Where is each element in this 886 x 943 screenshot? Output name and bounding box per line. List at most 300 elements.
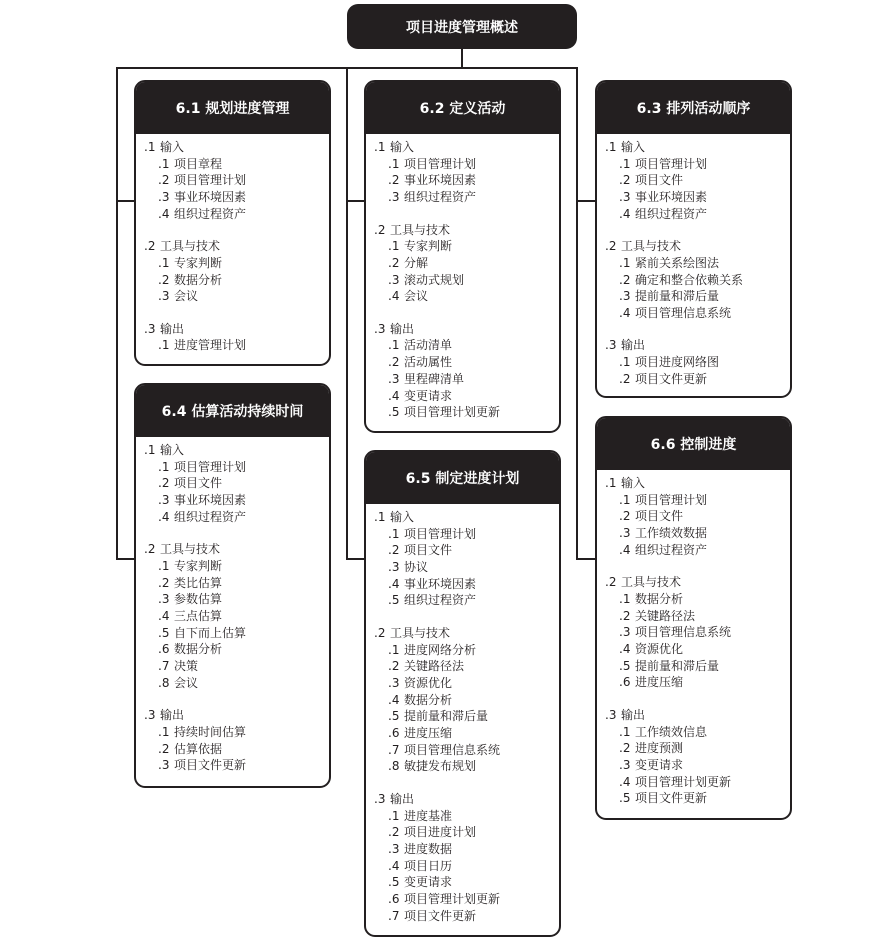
- list-item: [144, 591, 329, 608]
- section-heading: [144, 321, 329, 338]
- item-number: .1: [388, 642, 400, 657]
- item-label: 工作绩效数据: [635, 526, 708, 541]
- section-number: .1: [605, 140, 617, 154]
- connector-tick-6-2: [346, 200, 366, 202]
- item-number: .1: [388, 526, 400, 541]
- list-item: [144, 492, 329, 509]
- section-group: [144, 442, 329, 525]
- section-label: 输入: [390, 140, 415, 154]
- item-label: 项目管理计划: [404, 526, 477, 541]
- item-number: .2: [388, 659, 400, 674]
- item-number: .2: [619, 371, 631, 386]
- item-number: .3: [158, 289, 170, 304]
- list-item: [605, 591, 790, 608]
- list-item: [374, 725, 559, 742]
- item-label: 进度压缩: [635, 675, 684, 690]
- section-number: .2: [144, 239, 156, 254]
- list-item: [605, 172, 790, 189]
- section-group: [374, 139, 559, 206]
- item-label: 组织过程资产: [174, 509, 247, 524]
- item-number: .2: [158, 575, 170, 590]
- item-label: 关键路径法: [404, 659, 465, 674]
- list-item: [144, 255, 329, 272]
- list-item: [144, 608, 329, 625]
- item-label: 项目文件更新: [635, 371, 708, 386]
- connector-tick-6-1: [116, 200, 136, 202]
- box-body: [136, 437, 329, 774]
- item-label: 项目文件: [174, 476, 223, 491]
- item-number: .2: [619, 741, 631, 756]
- section-group: [605, 707, 790, 807]
- item-number: .1: [619, 355, 631, 370]
- box-title: 6.3 排列活动顺序: [597, 82, 790, 134]
- item-number: .4: [619, 542, 631, 557]
- item-number: .7: [388, 742, 400, 757]
- connector-root-stem: [461, 49, 463, 69]
- connector-right-column: [576, 67, 578, 560]
- item-label: 提前量和滞后量: [404, 709, 489, 724]
- item-number: .3: [619, 625, 631, 640]
- item-label: 会议: [174, 289, 199, 304]
- item-label: 项目文件: [404, 543, 453, 558]
- list-item: [374, 272, 559, 289]
- item-label: 变更请求: [404, 875, 453, 890]
- section-number: .1: [374, 140, 386, 154]
- item-number: .3: [158, 493, 170, 508]
- section-group: [605, 238, 790, 321]
- item-label: 类比估算: [174, 575, 223, 590]
- connector-tick-6-6: [576, 558, 596, 560]
- item-label: 项目管理信息系统: [635, 625, 732, 640]
- item-number: .3: [388, 272, 400, 287]
- item-number: .2: [619, 272, 631, 287]
- list-item: [144, 575, 329, 592]
- section-group: [374, 791, 559, 925]
- box-title: 6.5 制定进度计划: [366, 452, 559, 504]
- list-item: [605, 757, 790, 774]
- item-label: 项目管理计划: [174, 173, 247, 188]
- item-label: 敏捷发布规划: [404, 759, 477, 774]
- list-item: [605, 255, 790, 272]
- list-item: [144, 206, 329, 223]
- item-label: 专家判断: [174, 558, 223, 573]
- item-label: 组织过程资产: [635, 206, 708, 221]
- item-number: .1: [158, 459, 170, 474]
- section-number: .2: [374, 222, 386, 237]
- section-heading: [144, 139, 329, 156]
- item-label: 项目管理计划更新: [404, 892, 501, 907]
- box-body: [136, 134, 329, 354]
- list-item: [605, 508, 790, 525]
- item-label: 事业环境因素: [174, 190, 247, 205]
- item-number: .3: [619, 289, 631, 304]
- item-label: 确定和整合依赖关系: [635, 272, 744, 287]
- box-body: [366, 134, 559, 421]
- list-item: [144, 741, 329, 758]
- item-number: .4: [388, 576, 400, 591]
- section-group: [605, 475, 790, 558]
- list-item: [605, 774, 790, 791]
- item-label: 项目管理计划: [635, 492, 708, 507]
- section-label: 输出: [621, 707, 646, 722]
- item-label: 参数估算: [174, 592, 223, 607]
- item-number: .6: [388, 892, 400, 907]
- item-number: .2: [388, 543, 400, 558]
- item-label: 变更请求: [404, 388, 453, 403]
- item-label: 分解: [404, 255, 429, 270]
- item-number: .2: [158, 741, 170, 756]
- item-label: 组织过程资产: [404, 593, 477, 608]
- item-number: .4: [388, 289, 400, 304]
- section-group: [144, 321, 329, 354]
- item-label: 估算依据: [174, 741, 223, 756]
- section-heading: [144, 238, 329, 255]
- item-number: .7: [388, 908, 400, 923]
- item-number: .1: [619, 255, 631, 270]
- section-label: 输出: [160, 321, 185, 336]
- item-number: .4: [158, 608, 170, 623]
- box-title: 6.2 定义活动: [366, 82, 559, 134]
- section-heading: [374, 139, 559, 156]
- item-number: .6: [619, 675, 631, 690]
- list-item: [374, 189, 559, 206]
- item-label: 资源优化: [635, 641, 684, 656]
- item-label: 事业环境因素: [404, 576, 477, 591]
- section-heading: [605, 238, 790, 255]
- item-number: .2: [388, 355, 400, 370]
- list-item: [605, 608, 790, 625]
- item-number: .6: [158, 642, 170, 657]
- item-number: .4: [388, 388, 400, 403]
- section-label: 输出: [390, 321, 415, 336]
- list-item: [605, 206, 790, 223]
- list-item: [605, 189, 790, 206]
- section-number: .3: [144, 321, 156, 336]
- section-number: .2: [605, 239, 617, 254]
- item-number: .1: [619, 156, 631, 171]
- list-item: [374, 592, 559, 609]
- item-label: 进度网络分析: [404, 642, 477, 657]
- item-number: .5: [158, 625, 170, 640]
- section-heading: [374, 625, 559, 642]
- list-item: [374, 255, 559, 272]
- item-label: 项目管理计划: [404, 156, 477, 171]
- item-label: 事业环境因素: [174, 493, 247, 508]
- list-item: [374, 156, 559, 173]
- section-group: [144, 707, 329, 774]
- section-number: .2: [605, 575, 617, 590]
- item-number: .8: [158, 675, 170, 690]
- section-group: [374, 625, 559, 775]
- section-label: 工具与技术: [160, 239, 221, 254]
- section-group: [374, 321, 559, 421]
- item-number: .3: [388, 675, 400, 690]
- item-label: 项目进度计划: [404, 825, 477, 840]
- item-label: 里程碑清单: [404, 371, 465, 386]
- section-number: .3: [374, 321, 386, 336]
- list-item: [374, 742, 559, 759]
- section-label: 输出: [160, 708, 185, 723]
- item-number: .2: [388, 173, 400, 188]
- item-number: .3: [619, 190, 631, 205]
- section-heading: [144, 442, 329, 459]
- connector-left-column: [116, 67, 118, 560]
- item-label: 活动属性: [404, 355, 453, 370]
- item-label: 事业环境因素: [635, 190, 708, 205]
- section-number: .3: [605, 707, 617, 722]
- item-number: .3: [158, 190, 170, 205]
- list-item: [144, 724, 329, 741]
- item-number: .1: [619, 591, 631, 606]
- list-item: [374, 858, 559, 875]
- item-label: 组织过程资产: [635, 542, 708, 557]
- item-number: .4: [619, 305, 631, 320]
- item-number: .3: [619, 757, 631, 772]
- section-label: 工具与技术: [621, 575, 682, 590]
- item-label: 项目日历: [404, 858, 453, 873]
- item-label: 专家判断: [404, 239, 453, 254]
- section-heading: [605, 707, 790, 724]
- section-group: [144, 541, 329, 691]
- item-label: 自下而上估算: [174, 625, 247, 640]
- item-label: 项目管理信息系统: [635, 305, 732, 320]
- section-heading: [605, 475, 790, 492]
- list-item: [605, 525, 790, 542]
- section-group: [605, 337, 790, 387]
- item-label: 进度基准: [404, 808, 453, 823]
- list-item: [605, 790, 790, 807]
- item-label: 协议: [404, 560, 429, 575]
- section-label: 工具与技术: [390, 625, 451, 640]
- connector-center-column: [346, 67, 348, 560]
- list-item: [144, 658, 329, 675]
- item-label: 组织过程资产: [174, 206, 247, 221]
- item-label: 项目管理信息系统: [404, 742, 501, 757]
- item-number: .1: [388, 156, 400, 171]
- item-label: 项目章程: [174, 156, 223, 171]
- item-number: .5: [388, 709, 400, 724]
- list-item: [374, 542, 559, 559]
- item-number: .7: [158, 659, 170, 674]
- list-item: [374, 708, 559, 725]
- list-item: [605, 371, 790, 388]
- item-label: 持续时间估算: [174, 724, 247, 739]
- list-item: [144, 337, 329, 354]
- item-number: .2: [158, 272, 170, 287]
- section-group: [374, 509, 559, 609]
- list-item: [605, 492, 790, 509]
- section-heading: [144, 707, 329, 724]
- section-number: .1: [605, 476, 617, 490]
- item-label: 事业环境因素: [404, 173, 477, 188]
- item-number: .4: [619, 774, 631, 789]
- box-body: [366, 504, 559, 924]
- item-number: .4: [619, 641, 631, 656]
- item-label: 项目管理计划更新: [404, 405, 501, 420]
- list-item: [605, 542, 790, 559]
- section-group: [605, 574, 790, 691]
- list-item: [605, 354, 790, 371]
- process-box-6-4: [134, 383, 331, 788]
- item-number: .1: [158, 724, 170, 739]
- item-number: .4: [158, 206, 170, 221]
- list-item: [374, 841, 559, 858]
- item-label: 项目文件更新: [174, 758, 247, 773]
- section-label: 输入: [160, 140, 185, 154]
- list-item: [374, 874, 559, 891]
- item-label: 进度预测: [635, 741, 684, 756]
- connector-tick-6-3: [576, 200, 596, 202]
- item-label: 进度压缩: [404, 726, 453, 741]
- item-number: .5: [388, 593, 400, 608]
- section-heading: [374, 509, 559, 526]
- list-item: [374, 908, 559, 925]
- section-label: 工具与技术: [390, 222, 451, 237]
- list-item: [144, 641, 329, 658]
- list-item: [605, 624, 790, 641]
- list-item: [605, 156, 790, 173]
- list-item: [605, 288, 790, 305]
- section-heading: [374, 791, 559, 808]
- item-label: 会议: [404, 289, 429, 304]
- list-item: [144, 509, 329, 526]
- box-title: 6.6 控制进度: [597, 418, 790, 470]
- list-item: [144, 757, 329, 774]
- item-number: .1: [388, 338, 400, 353]
- section-number: .3: [144, 708, 156, 723]
- item-number: .2: [619, 608, 631, 623]
- item-label: 数据分析: [174, 642, 223, 657]
- list-item: [374, 692, 559, 709]
- item-number: .1: [619, 724, 631, 739]
- item-number: .2: [158, 476, 170, 491]
- item-label: 进度管理计划: [174, 338, 247, 353]
- item-number: .2: [619, 173, 631, 188]
- item-label: 三点估算: [174, 608, 223, 623]
- section-number: .2: [144, 542, 156, 557]
- section-group: [605, 139, 790, 222]
- item-number: .1: [158, 255, 170, 270]
- section-group: [144, 139, 329, 222]
- item-label: 决策: [174, 659, 199, 674]
- root-title-text: 项目进度管理概述: [406, 19, 518, 36]
- list-item: [374, 354, 559, 371]
- connector-tick-6-4: [116, 558, 136, 560]
- item-label: 活动清单: [404, 338, 453, 353]
- section-group: [144, 238, 329, 305]
- box-title: 6.1 规划进度管理: [136, 82, 329, 134]
- process-box-6-1: [134, 80, 331, 366]
- process-box-6-2: [364, 80, 561, 433]
- section-heading: [374, 222, 559, 239]
- item-number: .3: [158, 758, 170, 773]
- section-label: 输入: [390, 510, 415, 524]
- item-number: .1: [158, 338, 170, 353]
- box-body: [597, 134, 790, 388]
- section-number: .1: [374, 510, 386, 524]
- item-number: .3: [388, 560, 400, 575]
- section-number: .3: [374, 791, 386, 806]
- section-group: [374, 222, 559, 305]
- item-number: .2: [388, 255, 400, 270]
- list-item: [374, 526, 559, 543]
- process-box-6-6: [595, 416, 792, 820]
- item-label: 提前量和滞后量: [635, 289, 720, 304]
- list-item: [605, 674, 790, 691]
- list-item: [374, 675, 559, 692]
- list-item: [374, 371, 559, 388]
- item-label: 紧前关系绘图法: [635, 255, 720, 270]
- item-number: .3: [619, 526, 631, 541]
- list-item: [605, 658, 790, 675]
- item-number: .1: [619, 492, 631, 507]
- item-number: .1: [158, 558, 170, 573]
- section-number: .1: [144, 443, 156, 457]
- item-number: .5: [619, 791, 631, 806]
- item-number: .6: [388, 726, 400, 741]
- item-number: .8: [388, 759, 400, 774]
- list-item: [374, 404, 559, 421]
- list-item: [374, 576, 559, 593]
- list-item: [144, 625, 329, 642]
- list-item: [374, 642, 559, 659]
- list-item: [374, 758, 559, 775]
- item-label: 组织过程资产: [404, 190, 477, 205]
- section-heading: [605, 139, 790, 156]
- list-item: [374, 559, 559, 576]
- list-item: [374, 824, 559, 841]
- section-heading: [605, 337, 790, 354]
- process-box-6-3: [595, 80, 792, 398]
- section-label: 输入: [160, 443, 185, 457]
- section-label: 输出: [390, 791, 415, 806]
- item-number: .1: [388, 239, 400, 254]
- list-item: [605, 272, 790, 289]
- item-number: .1: [388, 808, 400, 823]
- list-item: [374, 658, 559, 675]
- item-number: .4: [388, 858, 400, 873]
- list-item: [374, 337, 559, 354]
- item-label: 关键路径法: [635, 608, 696, 623]
- list-item: [605, 641, 790, 658]
- list-item: [144, 558, 329, 575]
- list-item: [144, 189, 329, 206]
- section-number: .3: [605, 338, 617, 353]
- section-label: 输入: [621, 476, 646, 490]
- section-label: 输入: [621, 140, 646, 154]
- section-number: .2: [374, 625, 386, 640]
- section-label: 输出: [621, 338, 646, 353]
- item-label: 变更请求: [635, 757, 684, 772]
- item-label: 项目文件更新: [635, 791, 708, 806]
- item-label: 数据分析: [404, 692, 453, 707]
- list-item: [144, 459, 329, 476]
- item-label: 资源优化: [404, 675, 453, 690]
- section-heading: [374, 321, 559, 338]
- item-number: .3: [388, 371, 400, 386]
- item-label: 提前量和滞后量: [635, 658, 720, 673]
- item-label: 数据分析: [635, 591, 684, 606]
- diagram-root-title: [347, 4, 577, 49]
- box-body: [597, 470, 790, 807]
- item-label: 工作绩效信息: [635, 724, 708, 739]
- item-label: 项目文件: [635, 173, 684, 188]
- item-label: 滚动式规划: [404, 272, 465, 287]
- section-number: .1: [144, 140, 156, 154]
- list-item: [374, 288, 559, 305]
- item-number: .3: [388, 190, 400, 205]
- list-item: [605, 305, 790, 322]
